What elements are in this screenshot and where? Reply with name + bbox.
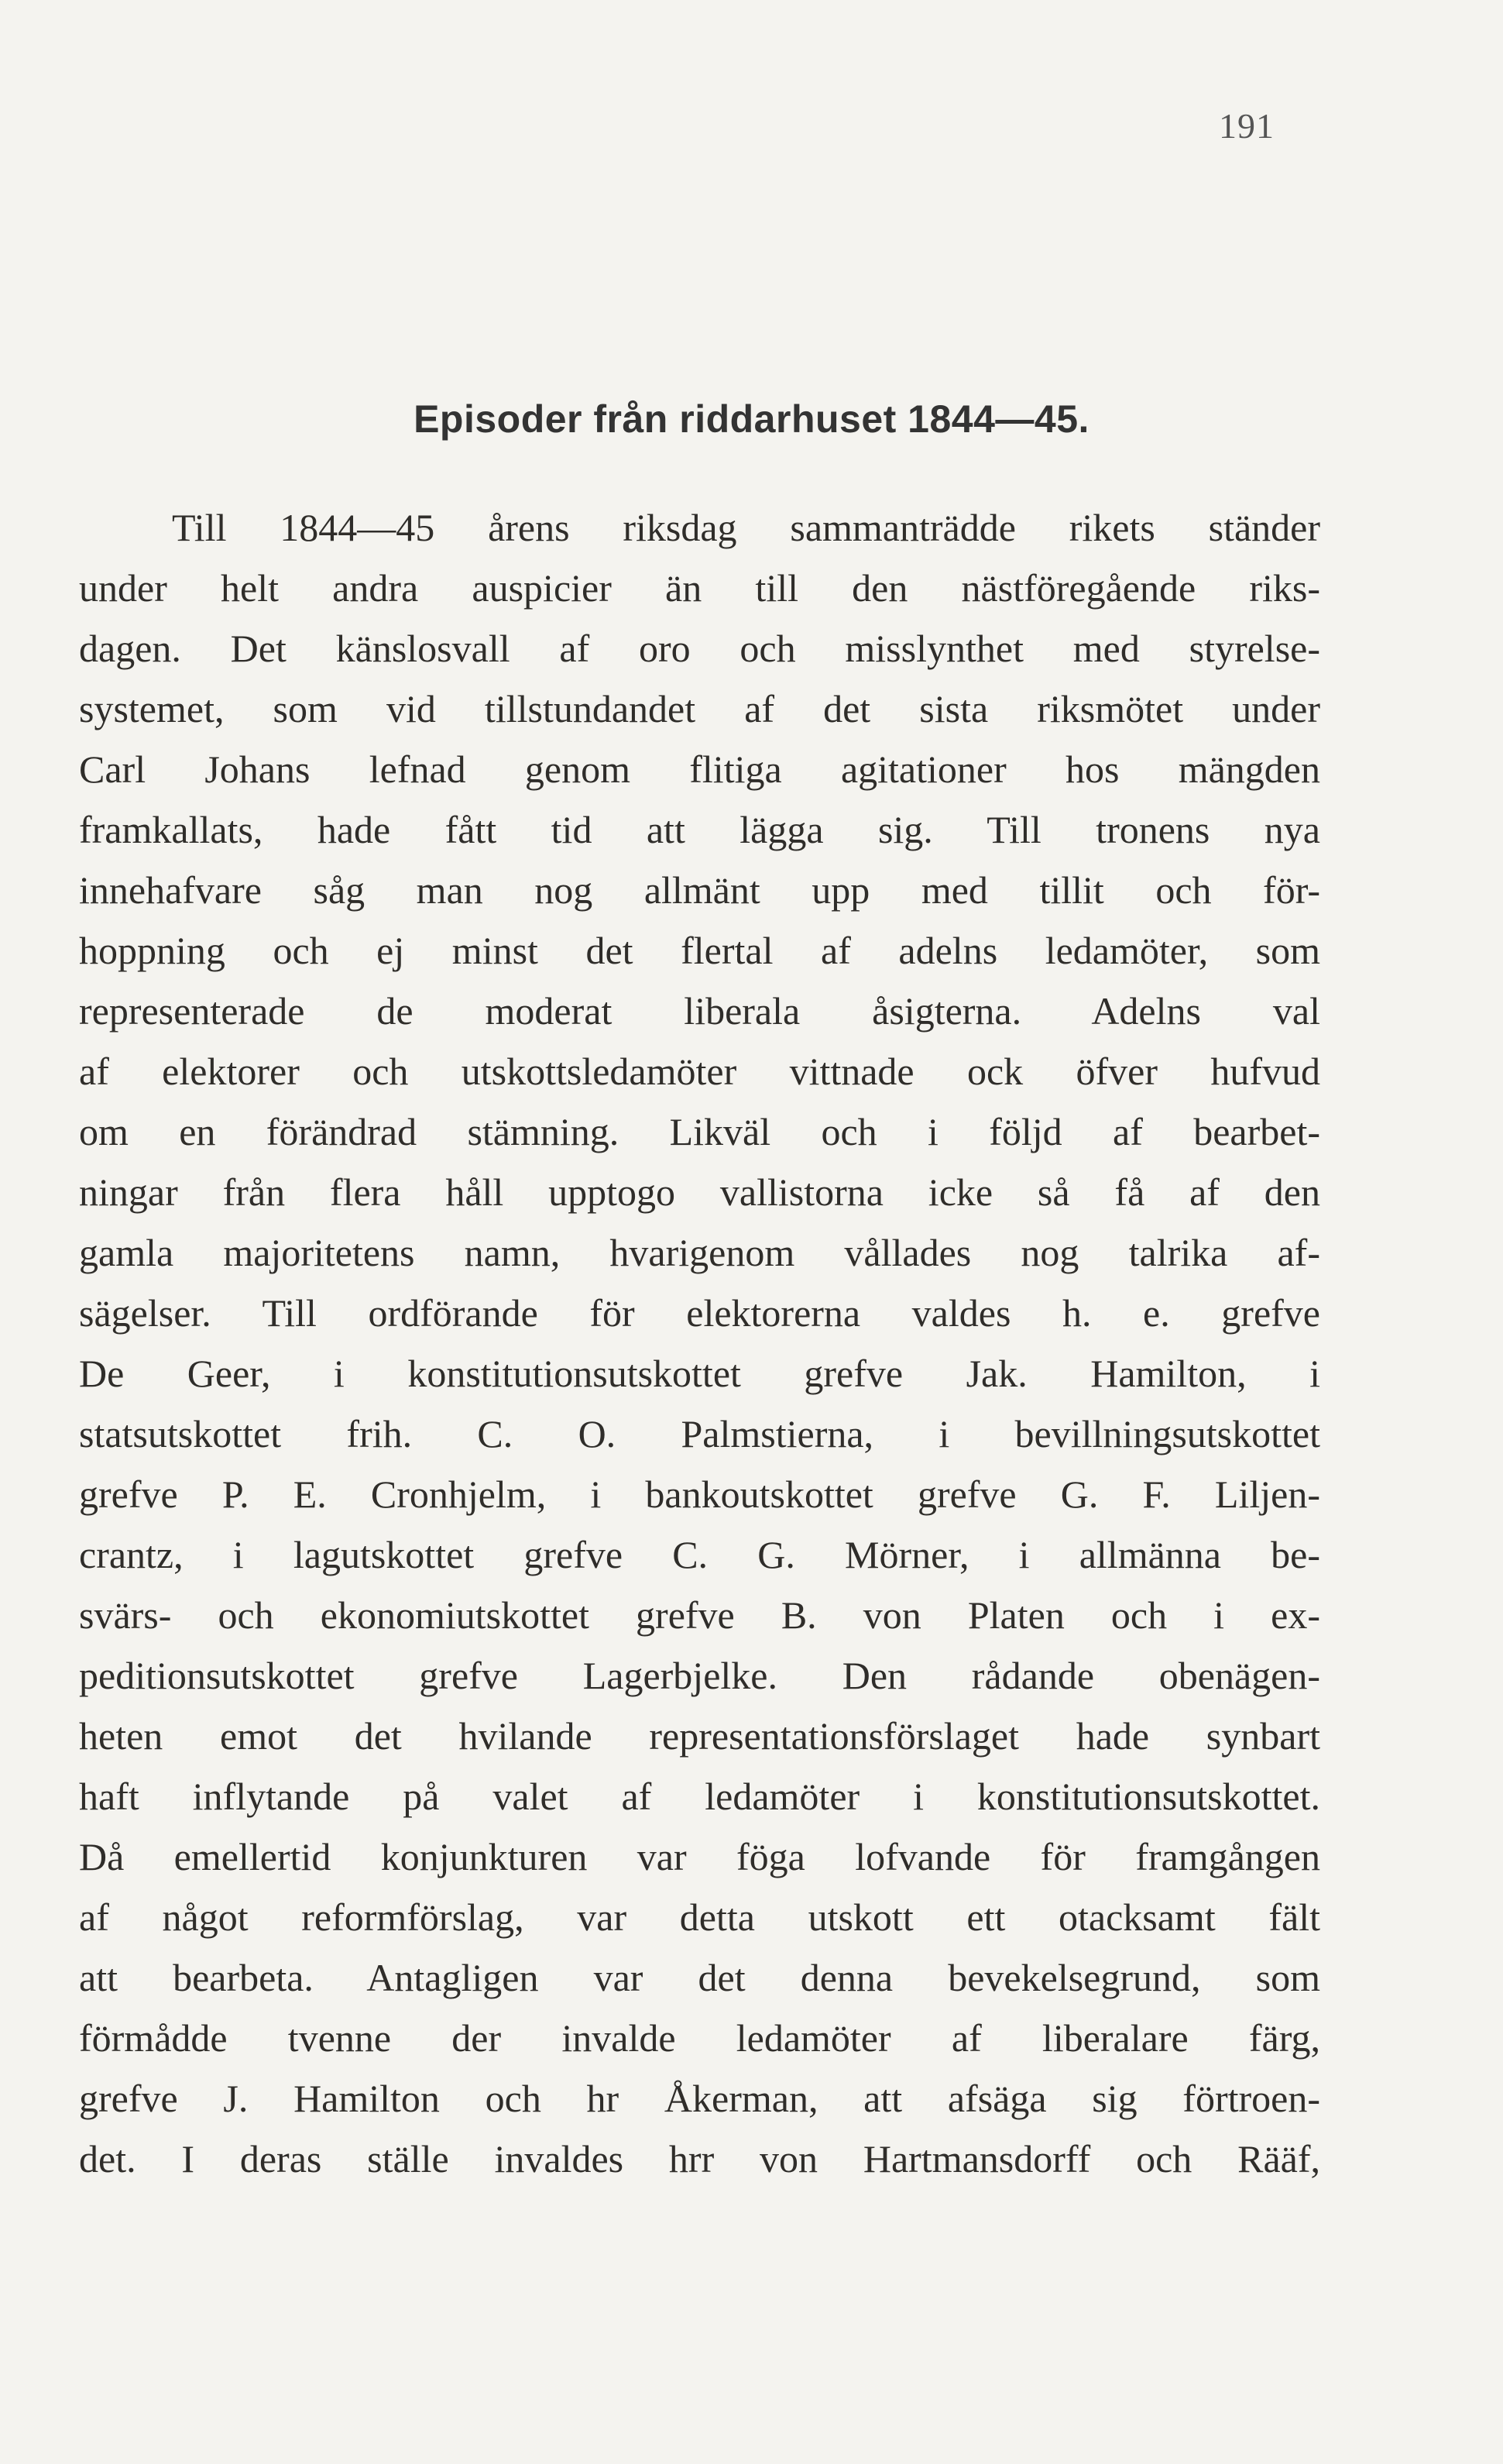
text-line: ningar från flera håll upptogo vallistorna icke så få af den [79,1170,1320,1214]
text-line: grefve P. E. Cronhjelm, i bankoutskottet grefve G. F. Liljen- [79,1473,1320,1516]
text-line: under helt andra auspicier än till den nästföregående riks- [79,566,1320,610]
text-line: De Geer, i konstitutionsutskottet grefve Jak. Hamilton, i [79,1352,1320,1395]
text-line: det. I deras ställe invaldes hrr von Hartmansdorff och Rääf, [79,2137,1320,2180]
text-line: grefve J. Hamilton och hr Åkerman, att afsäga sig förtroen- [79,2077,1320,2120]
text-line: innehafvare såg man nog allmänt upp med tillit och för- [79,868,1320,912]
text-line: systemet, som vid tillstundandet af det sista riksmötet under [79,687,1320,730]
text-line: heten emot det hvilande representationsförslaget hade synbart [79,1714,1320,1758]
text-line: dagen. Det känslosvall af oro och misslynthet med styrelse- [79,627,1320,670]
text-line: af något reformförslag, var detta utskott ett otacksamt fält [79,1895,1320,1939]
text-line: representerade de moderat liberala åsigterna. Adelns val [79,989,1320,1033]
text-line: hoppning och ej minst det flertal af adelns ledamöter, som [79,929,1320,972]
page-number: 191 [1219,106,1275,146]
text-line: haft inflytande på valet af ledamöter i konstitutionsutskottet. [79,1775,1320,1818]
text-line: framkallats, hade fått tid att lägga sig. Till tronens nya [79,808,1320,851]
text-line: crantz, i lagutskottet grefve C. G. Mörner, i allmänna be- [79,1533,1320,1576]
text-line: om en förändrad stämning. Likväl och i följd af bearbet- [79,1110,1320,1153]
text-line: svärs- och ekonomiutskottet grefve B. von Platen och i ex- [79,1593,1320,1637]
text-line: af elektorer och utskottsledamöter vittnade ock öfver hufvud [79,1050,1320,1093]
text-line: förmådde tvenne der invalde ledamöter af liberalare färg, [79,2016,1320,2060]
text-line: peditionsutskottet grefve Lagerbjelke. Den rådande obenägen- [79,1654,1320,1697]
text-line: att bearbeta. Antagligen var det denna bevekelsegrund, som [79,1956,1320,1999]
text-line: Till 1844—45 årens riksdag sammanträdde rikets ständer [172,506,1320,549]
text-line: Carl Johans lefnad genom flitiga agitationer hos mängden [79,747,1320,791]
text-line: gamla majoritetens namn, hvarigenom vållades nog talrika af- [79,1231,1320,1274]
body-text [79,497,1320,2189]
text-line: statsutskottet frih. C. O. Palmstierna, i bevillningsutskottet [79,1412,1320,1455]
text-line: Då emellertid konjunkturen var föga lofvande för framgången [79,1835,1320,1878]
text-line: sägelser. Till ordförande för elektorerna valdes h. e. grefve [79,1291,1320,1335]
chapter-title: Episoder från riddarhuset 1844—45. [413,397,1090,441]
